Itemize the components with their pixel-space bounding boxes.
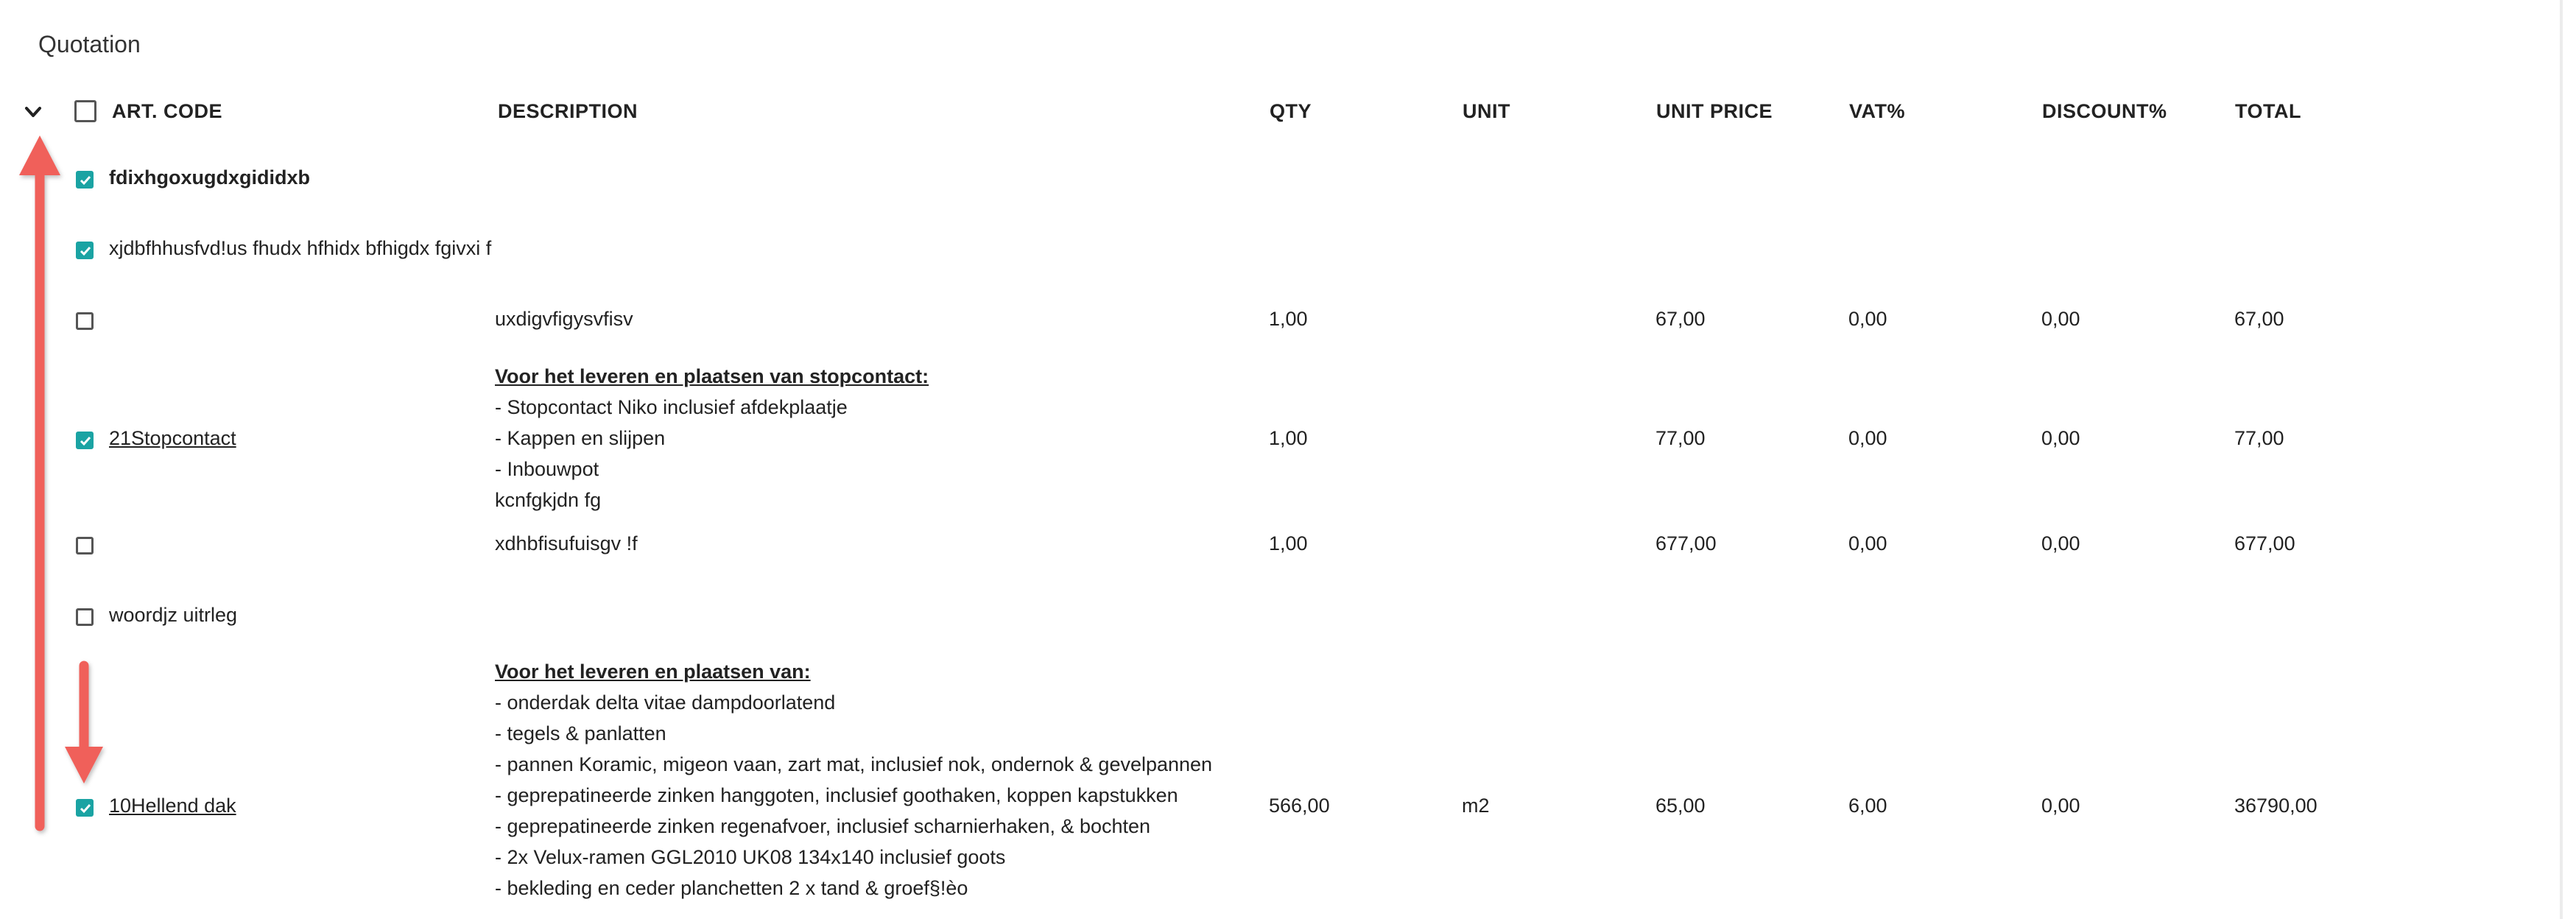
row-description: uxdigvfigysvfisv bbox=[495, 308, 633, 330]
row-qty: 566,00 bbox=[1269, 795, 1330, 817]
row-total: 36790,00 bbox=[2234, 795, 2318, 817]
row-discount: 0,00 bbox=[2041, 308, 2080, 330]
row-unit-price: 65,00 bbox=[1655, 795, 1706, 817]
row-qty: 1,00 bbox=[1269, 308, 1308, 330]
row-description: xdhbfisufuisgv !f bbox=[495, 532, 638, 554]
row-unit-price: 67,00 bbox=[1655, 308, 1706, 330]
description-line: - tegels & panlatten bbox=[495, 722, 666, 744]
row-checkbox[interactable] bbox=[76, 242, 94, 259]
description-line: - onderdak delta vitae dampdoorlatend bbox=[495, 691, 836, 714]
column-header-discount[interactable]: DISCOUNT% bbox=[2042, 100, 2167, 122]
column-header-unit-price[interactable]: UNIT PRICE bbox=[1656, 100, 1773, 122]
row-description bbox=[495, 361, 929, 515]
column-header-unit[interactable]: UNIT bbox=[1463, 100, 1510, 122]
column-header-description[interactable]: DESCRIPTION bbox=[498, 100, 638, 122]
text-line: xjdbfhhusfvd!us fhudx hfhidx bfhigdx fgivxi f bbox=[109, 237, 492, 259]
arrow-up-icon bbox=[19, 135, 60, 826]
description-line: - 2x Velux-ramen GGL2010 UK08 134x140 inclusief goots bbox=[495, 846, 1006, 868]
row-unit: m2 bbox=[1462, 795, 1490, 817]
row-checkbox[interactable] bbox=[76, 799, 94, 817]
row-total: 77,00 bbox=[2234, 427, 2284, 449]
text-line: woordjz uitrleg bbox=[109, 604, 238, 626]
description-line: - Kappen en slijpen bbox=[495, 427, 666, 449]
row-unit-price: 677,00 bbox=[1655, 532, 1717, 554]
arrow-down-icon bbox=[65, 666, 103, 784]
description-line: - pannen Koramic, migeon vaan, zart mat, inclusief nok, ondernok & gevelpannen bbox=[495, 753, 1213, 775]
annotation-arrows bbox=[0, 0, 118, 919]
row-vat: 0,00 bbox=[1848, 532, 1887, 554]
row-unit-price: 77,00 bbox=[1655, 427, 1706, 449]
row-qty: 1,00 bbox=[1269, 532, 1308, 554]
row-description bbox=[495, 656, 1212, 904]
row-checkbox[interactable] bbox=[76, 312, 94, 330]
row-total: 677,00 bbox=[2234, 532, 2295, 554]
page-title: Quotation bbox=[38, 31, 141, 57]
chevron-down-icon[interactable] bbox=[23, 103, 43, 121]
group-title: fdixhgoxugdxgididxb bbox=[109, 166, 310, 189]
description-line: - geprepatineerde zinken regenafvoer, inclusief scharnierhaken, & bochten bbox=[495, 815, 1151, 837]
description-heading: Voor het leveren en plaatsen van stopcontact: bbox=[495, 365, 929, 387]
column-header-art-code[interactable]: ART. CODE bbox=[112, 100, 223, 122]
row-checkbox[interactable] bbox=[76, 171, 94, 189]
table-header bbox=[0, 94, 2560, 130]
select-all-checkbox[interactable] bbox=[74, 100, 96, 122]
description-line: - bekleding en ceder planchetten 2 x tand & groef§!èo bbox=[495, 877, 968, 899]
row-vat: 6,00 bbox=[1848, 795, 1887, 817]
row-checkbox[interactable] bbox=[76, 608, 94, 626]
row-discount: 0,00 bbox=[2041, 532, 2080, 554]
row-checkbox[interactable] bbox=[76, 432, 94, 449]
description-heading: Voor het leveren en plaatsen van: bbox=[495, 661, 811, 683]
row-discount: 0,00 bbox=[2041, 795, 2080, 817]
description-line: kcnfgkjdn fg bbox=[495, 489, 602, 511]
description-line: - geprepatineerde zinken hanggoten, inclusief goothaken, koppen kapstukken bbox=[495, 784, 1178, 806]
article-code-link[interactable]: 10Hellend dak bbox=[109, 795, 236, 817]
row-qty: 1,00 bbox=[1269, 427, 1308, 449]
row-total: 67,00 bbox=[2234, 308, 2284, 330]
row-discount: 0,00 bbox=[2041, 427, 2080, 449]
row-vat: 0,00 bbox=[1848, 427, 1887, 449]
column-header-qty[interactable]: QTY bbox=[1270, 100, 1312, 122]
row-vat: 0,00 bbox=[1848, 308, 1887, 330]
row-checkbox[interactable] bbox=[76, 537, 94, 554]
column-header-total[interactable]: TOTAL bbox=[2235, 100, 2301, 122]
article-code-link[interactable]: 21Stopcontact bbox=[109, 427, 236, 449]
description-line: - Inbouwpot bbox=[495, 458, 599, 480]
column-header-vat[interactable]: VAT% bbox=[1849, 100, 1905, 122]
description-line: - Stopcontact Niko inclusief afdekplaatje bbox=[495, 396, 848, 418]
